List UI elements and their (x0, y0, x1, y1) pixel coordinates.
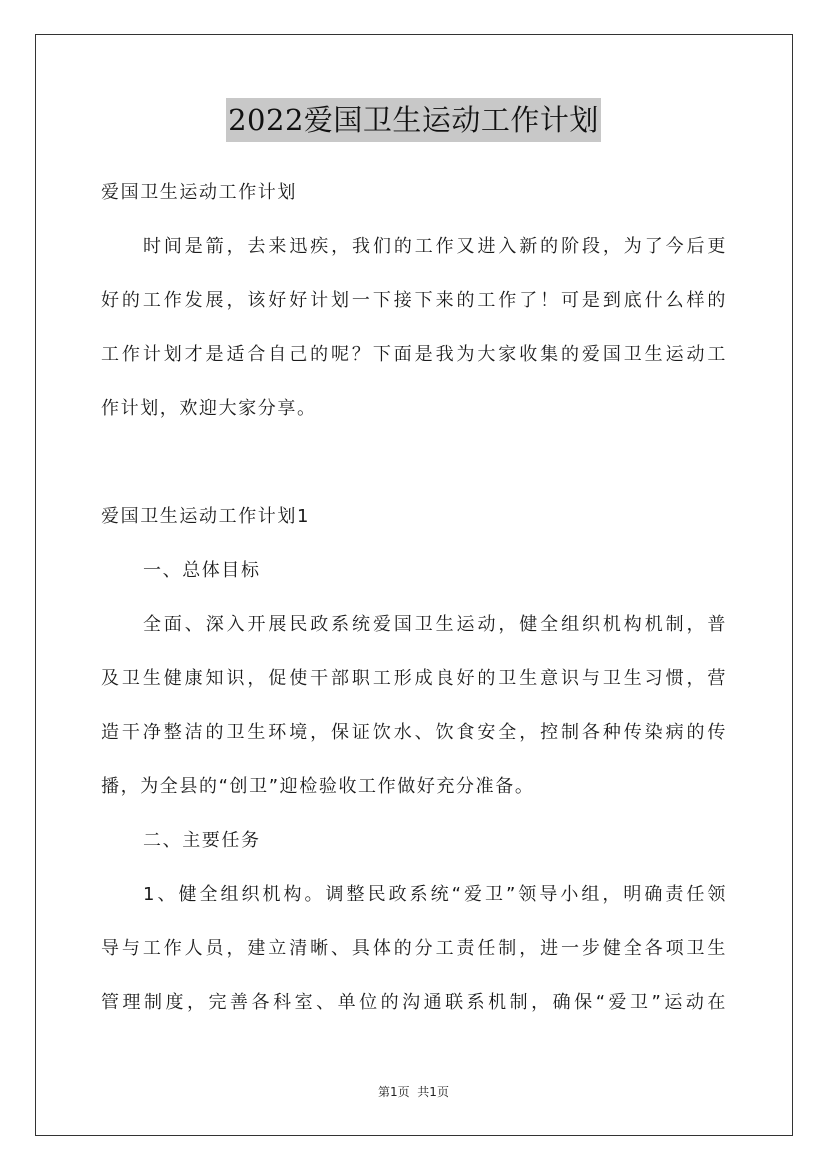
document-title: 2022爱国卫生运动工作计划 (226, 98, 601, 142)
document-body (101, 166, 727, 1030)
section-heading: 爱国卫生运动工作计划1 (101, 506, 311, 527)
title-container (0, 98, 827, 142)
page-footer (0, 1083, 827, 1100)
heading-overall-goal: 一、总体目标 (143, 560, 261, 581)
intro-line-2: 好的工作发展，该好好计划一下接下来的工作了！可是到底什么样的 (101, 290, 727, 311)
goal-line-1: 全面、深入开展民政系统爱国卫生运动，健全组织机构机制，普 (143, 614, 727, 635)
goal-line-2: 及卫生健康知识，促使干部职工形成良好的卫生意识与卫生习惯，营 (101, 668, 727, 689)
task-line-1: 1、健全组织机构。调整民政系统“爱卫”领导小组，明确责任领 (143, 884, 727, 905)
page-number: 第1页 共1页 (378, 1085, 449, 1099)
task-line-3: 管理制度，完善各科室、单位的沟通联系机制，确保“爱卫”运动在 (101, 992, 727, 1013)
intro-line-3: 工作计划才是适合自己的呢？下面是我为大家收集的爱国卫生运动工 (101, 344, 727, 365)
blank-line (101, 436, 727, 490)
goal-line-4: 播，为全县的“创卫”迎检验收工作做好充分准备。 (101, 776, 535, 797)
goal-line-3: 造干净整洁的卫生环境，保证饮水、饮食安全，控制各种传染病的传 (101, 722, 727, 743)
task-line-2: 导与工作人员，建立清晰、具体的分工责任制，进一步健全各项卫生 (101, 938, 727, 959)
subtitle-line: 爱国卫生运动工作计划 (101, 182, 297, 203)
intro-line-4: 作计划，欢迎大家分享。 (101, 398, 317, 419)
intro-line-1: 时间是箭，去来迅疾，我们的工作又进入新的阶段，为了今后更 (143, 236, 727, 257)
heading-main-tasks: 二、主要任务 (143, 830, 261, 851)
